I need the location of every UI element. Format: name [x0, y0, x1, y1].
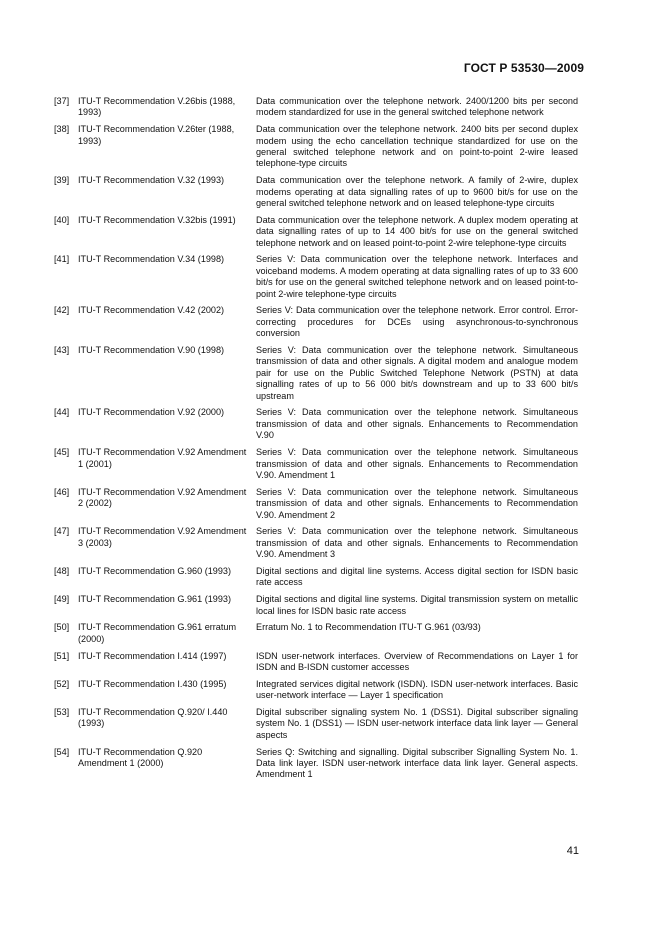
reference-document: ITU-T Recommendation V.34 (1998): [78, 254, 225, 265]
reference-title: Series V: Data communication over the telephone network. Simultaneous transmission of data and other signals. Enhancements to Recommendation V.90. Amendment 1: [256, 447, 578, 480]
reference-title: ISDN user-network interfaces. Overview of Recommendations on Layer 1 for ISDN and B-ISDN customer accesses: [256, 650, 578, 672]
reference-entry: [54, 407, 578, 441]
reference-entry: [54, 622, 578, 645]
reference-number: [44]: [54, 407, 70, 418]
reference-entry: [54, 305, 578, 339]
reference-title: Series V: Data communication over the telephone network. Error control. Error-correcting procedures for DCEs using asynchronous-to-synchronous conversion: [256, 305, 578, 339]
reference-entry: [54, 487, 578, 521]
reference-entry: [54, 254, 578, 300]
reference-number: [39]: [54, 175, 70, 186]
reference-entry: [54, 96, 578, 119]
reference-number: [46]: [54, 486, 70, 497]
reference-title: Erratum No. 1 to Recommendation ITU-T G.961 (03/93): [256, 622, 481, 633]
reference-entry: [54, 215, 578, 249]
page-number: 41: [566, 845, 579, 857]
reference-entry: [54, 526, 578, 560]
reference-document: ITU-T Recommendation V.32bis (1991): [78, 214, 236, 225]
reference-document: ITU-T Recommendation I.414 (1997): [78, 650, 227, 661]
reference-number: [49]: [54, 594, 70, 605]
reference-number: [37]: [54, 96, 70, 106]
reference-entry: [54, 175, 578, 209]
reference-title: Data communication over the telephone network. 2400 bits per second duplex modem using the echo cancellation technique standardized for use on the general switched telephone network and on point-to-point 2-wire leased telephone-type circuits: [256, 124, 578, 169]
reference-number: [53]: [54, 706, 70, 717]
reference-title: Series Q: Switching and signalling. Digital subscriber Signalling System No. 1. Data link layer. ISDN user-network interface data link layer. General aspects. Amendment 1: [256, 746, 578, 780]
reference-document: ITU-T Recommendation V.42 (2002): [78, 305, 225, 316]
reference-title: Integrated services digital network (ISDN). ISDN user-network interfaces. Basic user-network interface — Layer 1 specification: [256, 678, 578, 701]
reference-entry: [54, 594, 578, 617]
reference-entry: [54, 747, 578, 781]
reference-title: Digital sections and digital line systems. Digital transmission system on metallic local lines for ISDN basic rate access: [256, 594, 578, 616]
reference-number: [54]: [54, 746, 70, 757]
reference-number: [38]: [54, 124, 70, 135]
reference-number: [50]: [54, 622, 70, 633]
reference-title: Series V: Data communication over the telephone network. Interfaces and voiceband modems. A modem operating at data signalling rates of up to 33 600 bit/s for use on the general switched telephone network and on leased point-to-point 2-wire telephone-type circuits: [256, 254, 578, 299]
reference-document: ITU-T Recommendation V.26bis (1988, 1993): [78, 96, 236, 118]
reference-entry: [54, 707, 578, 741]
reference-document: ITU-T Recommendation Q.920/ I.440 (1993): [78, 706, 228, 729]
reference-title: Digital subscriber signaling system No. 1 (DSS1). Digital subscriber signaling system No. 1 (DSS1) — ISDN user-network interface data link layer — General aspects: [256, 706, 578, 740]
reference-document: ITU-T Recommendation G.961 (1993): [78, 594, 231, 605]
reference-title: Data communication over the telephone network. A family of 2-wire, duplex modems operating at data signalling rates of up to 9600 bit/s for use on the general switched telephone network and on leased telephone-type circuits: [256, 175, 578, 209]
reference-title: Series V: Data communication over the telephone network. Simultaneous transmission of data and other signals. Enhancements to Recommendation V.90: [256, 407, 578, 441]
reference-number: [42]: [54, 305, 70, 316]
reference-document: ITU-T Recommendation V.32 (1993): [78, 175, 225, 186]
reference-document: ITU-T Recommendation I.430 (1995): [78, 678, 227, 689]
reference-list: [54, 96, 578, 786]
reference-document: ITU-T Recommendation V.92 Amendment 1 (2001): [78, 447, 247, 469]
reference-entry: [54, 124, 578, 170]
reference-document: ITU-T Recommendation V.92 Amendment 3 (2003): [78, 526, 247, 548]
reference-document: ITU-T Recommendation G.960 (1993): [78, 565, 231, 576]
reference-title: Data communication over the telephone network. 2400/1200 bits per second modem standardized for use in the general switched telephone network: [256, 96, 578, 118]
reference-entry: [54, 566, 578, 589]
reference-number: [48]: [54, 565, 70, 576]
reference-document: ITU-T Recommendation V.26ter (1988, 1993): [78, 124, 235, 146]
reference-title: Data communication over the telephone network. A duplex modem operating at data signalling rates of up to 14 400 bit/s for use on the general switched telephone network and on leased point-to-point 2-wire telephone-type circuits: [256, 214, 578, 248]
reference-title: Series V: Data communication over the telephone network. Simultaneous transmission of data and other signals. Enhancements to Recommendation V.90. Amendment 2: [256, 486, 578, 520]
reference-number: [47]: [54, 526, 70, 537]
reference-document: ITU-T Recommendation G.961 erratum (2000): [78, 622, 237, 644]
reference-document: ITU-T Recommendation V.92 Amendment 2 (2002): [78, 486, 247, 509]
reference-entry: [54, 651, 578, 674]
reference-title: Series V: Data communication over the telephone network. Simultaneous transmission of data and other signals. Enhancements to Recommendation V.90. Amendment 3: [256, 526, 578, 560]
reference-number: [40]: [54, 214, 70, 225]
reference-number: [51]: [54, 650, 70, 661]
reference-number: [41]: [54, 254, 70, 265]
reference-number: [45]: [54, 447, 70, 458]
reference-number: [43]: [54, 345, 70, 356]
reference-title: Digital sections and digital line systems. Access digital section for ISDN basic rate access: [256, 565, 578, 588]
reference-number: [52]: [54, 678, 70, 689]
reference-document: ITU-T Recommendation V.92 (2000): [78, 407, 225, 418]
reference-entry: [54, 679, 578, 702]
reference-entry: [54, 345, 578, 402]
reference-title: Series V: Data communication over the telephone network. Simultaneous transmission of data and other signals. A digital modem and analogue modem pair for use on the Public Switched Telephone Network (PSTN) at data signalling rates of up to 56 000 bit/s downstream and up to 33 600 bit/s upstream: [256, 345, 578, 401]
reference-entry: [54, 447, 578, 481]
reference-document: ITU-T Recommendation V.90 (1998): [78, 345, 225, 356]
reference-document: ITU-T Recommendation Q.920 Amendment 1 (2000): [78, 746, 203, 768]
page-header-standard: ГОСТ Р 53530—2009: [463, 61, 584, 75]
